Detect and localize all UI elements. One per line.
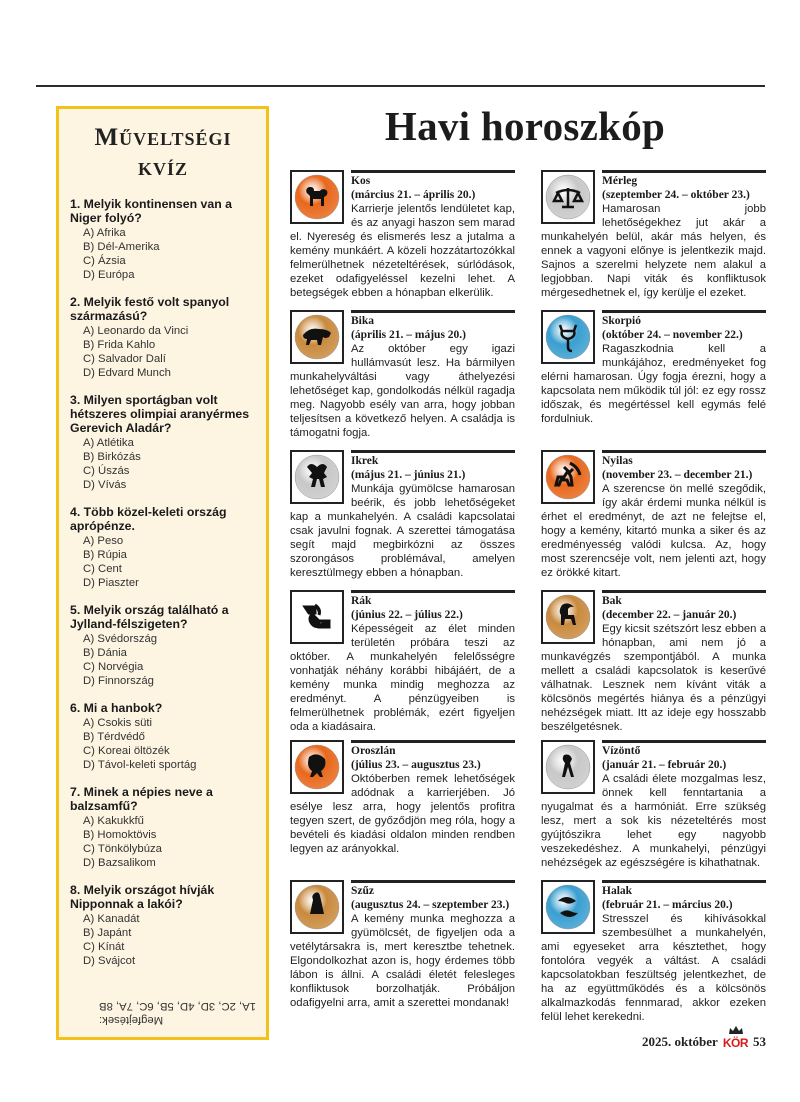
- sign-icon-frame: [541, 310, 595, 364]
- sign-name: Mérleg: [602, 175, 638, 187]
- sign-text: Egy kicsit szétszórt lesz ebben a hónapban, ami nem jó a munkavégzés szempontjából. A munka mellett a családi kapcsolatok is keserűvé válhatnak. Lesznek nem kívánt viták a kölcsönös megértés hiánya és a pénzügyi nehézségek miatt. Itt az ideje egy hosszabb beszélgetésnek.: [541, 623, 766, 733]
- sign-rule: [351, 170, 515, 173]
- sign-rule: [602, 590, 766, 593]
- sign-dates: (augusztus 24. – szeptember 23.): [351, 899, 510, 911]
- capricorn-goat-icon: [544, 593, 592, 641]
- quiz-options: [83, 436, 256, 492]
- sign-name: Halak: [602, 885, 633, 897]
- sign-icon-frame: [290, 880, 344, 934]
- quiz-question: [70, 701, 256, 772]
- quiz-options: [83, 534, 256, 590]
- sign-name: Nyilas: [602, 455, 633, 467]
- horoscope-sign: [290, 880, 515, 1014]
- sign-name: Szűz: [351, 885, 374, 897]
- sign-icon-frame: [541, 170, 595, 224]
- sign-icon-frame: [290, 170, 344, 224]
- sign-rule: [351, 740, 515, 743]
- scorpio-scorpion-icon: [544, 313, 592, 361]
- sign-rule: [351, 310, 515, 313]
- sign-text: A kemény munka meghozza a gyümölcsét, de figyeljen oda a vetélytársakra is, mert keresztbe tehetnek. Elgondolkozhat azon is, hogy érdemes több lábon is állni. A családi életét felesleges konfliktusok borzolhatják. Próbáljon odafigyelni arra, amit a szerettei mondanak!: [290, 913, 515, 1009]
- sign-icon-frame: [541, 740, 595, 794]
- quiz-option: D) Távol-keleti sportág: [83, 759, 197, 771]
- sign-text: Októberben remek lehetőségek adódnak a karrierjében. Jó esélye lesz arra, hogy jelentős profitra tegyen szert, de győződjön meg róla, hogy a bevételi és kiadási oldalon minden rendben legyen az arányokkal.: [290, 773, 515, 855]
- horoscope-sign: [290, 740, 515, 874]
- quiz-title: [70, 123, 256, 183]
- quiz-option: D) Svájcot: [83, 955, 136, 967]
- sign-dates: (március 21. – április 20.): [351, 189, 476, 201]
- top-rule: [36, 85, 765, 87]
- sign-rule: [602, 740, 766, 743]
- quiz-question: [70, 883, 256, 968]
- horoscope-sign: [541, 450, 766, 584]
- quiz-question: [70, 603, 256, 688]
- quiz-options: [83, 324, 256, 380]
- answers-label: Megfejtések:: [99, 1014, 164, 1026]
- sign-name: Oroszlán: [351, 745, 396, 757]
- logo-crown-icon: [728, 1026, 744, 1034]
- sign-icon-frame: [541, 880, 595, 934]
- sign-text: A családi élete mozgalmas lesz, önnek kell fenntartania a nyugalmat és a harmóniát. Erre szükség lesz, mert a sok kis nézeteltérés most gyújtószikra lehet egy nagyobb veszekedéshez. A munkahelyi, pénzügyi nehézségek az egészségére is kihathatnak.: [541, 773, 766, 869]
- quiz-option: D) Európa: [83, 269, 135, 281]
- quiz-option: A) Svédország: [83, 633, 158, 645]
- quiz-question-text: 2. Melyik festő volt spanyol származású?: [70, 295, 230, 323]
- quiz-option: B) Frida Kahlo: [83, 339, 156, 351]
- aquarius-water-bearer-icon: [544, 743, 592, 791]
- quiz-question-list: [70, 197, 256, 981]
- horoscope-sign: [290, 170, 515, 304]
- quiz-title-line1: Műveltségi: [94, 124, 232, 151]
- gemini-twins-icon: [293, 453, 341, 501]
- sign-name: Kos: [351, 175, 371, 187]
- sign-dates: (június 22. – július 22.): [351, 609, 463, 621]
- sign-name: Rák: [351, 595, 372, 607]
- horoscope-sign: [541, 880, 766, 1024]
- page-footer: [642, 1034, 766, 1050]
- taurus-bull-icon: [293, 313, 341, 361]
- sign-text: Hamarosan jobb lehetőségekhez jut akár a munkahelyén belül, akár más helyen, és ennek a vagyoni előnye is jelentkezik majd. Sajnos a szerelmi helyzete nem alakul a legjobban. Napi viták és konfliktusok mérgesedhetnek el, így kerülje el ezeket.: [541, 203, 766, 299]
- horoscope-sign: [290, 590, 515, 734]
- sign-name: Bika: [351, 315, 375, 327]
- quiz-question: [70, 295, 256, 380]
- horoscope-sign: [541, 170, 766, 304]
- horoscope-sign: [290, 310, 515, 444]
- sign-rule: [602, 310, 766, 313]
- quiz-option: B) Homoktövis: [83, 829, 157, 841]
- quiz-question-text: 4. Több közel-keleti ország aprópénze.: [70, 505, 227, 533]
- libra-scales-icon: [544, 173, 592, 221]
- sign-text: Karrierje jelentős lendületet kap, és az anyagi haszon sem marad el. Nyereség és elismerés lesz a jutalma a kemény munkáért. A közeli hozzátartozókkal felmerülhetnek nézeteltérések, súrlódások, ezeket odafigyeléssel kezelni lehet. A betegségek ebben a hónapban elkerülik.: [290, 203, 515, 299]
- horoscope-sign: [290, 450, 515, 584]
- quiz-options: [83, 632, 256, 688]
- quiz-option: C) Salvador Dalí: [83, 353, 166, 365]
- quiz-question-text: 6. Mi a hanbok?: [70, 701, 163, 715]
- sign-rule: [351, 590, 515, 593]
- sign-name: Skorpió: [602, 315, 641, 327]
- quiz-options: [83, 226, 256, 282]
- quiz-option: A) Afrika: [83, 227, 126, 239]
- quiz-option: B) Birkózás: [83, 451, 141, 463]
- sign-dates: (május 21. – június 21.): [351, 469, 466, 481]
- quiz-option: B) Rúpia: [83, 549, 127, 561]
- quiz-box: [56, 106, 269, 1040]
- pisces-fish-icon: [544, 883, 592, 931]
- quiz-option: D) Bazsalikom: [83, 857, 156, 869]
- quiz-option: D) Edvard Munch: [83, 367, 171, 379]
- sign-text: A szerencse ön mellé szegődik, így akár érdemi munka nélkül is érhet el eredményt, de azt ne felejtse el, hogy a kemény, kitartó munka a siker és az eredményesség valódi kulcsa. Az, hogy most szerencséje volt, nem jelenti azt, hogy ez örökké kitart.: [541, 483, 766, 579]
- quiz-question: [70, 197, 256, 282]
- quiz-option: C) Norvégia: [83, 661, 144, 673]
- sign-name: Bak: [602, 595, 622, 607]
- quiz-option: A) Csokis süti: [83, 717, 153, 729]
- quiz-option: B) Dél-Amerika: [83, 241, 160, 253]
- quiz-options: [83, 716, 256, 772]
- quiz-option: C) Úszás: [83, 465, 130, 477]
- sign-text: Képességeit az élet minden területén próbára teszi az október. A munkahelyén felelősségre vonhatják néhány korábbi hibájáért, de a kemény munka mindig meghozza az eredményt. A pénzügyeiben is felmerülhetnek problémák, ezért figyeljen oda a kiadásaira.: [290, 623, 515, 733]
- sign-dates: (február 21. – március 20.): [602, 899, 733, 911]
- quiz-option: C) Koreai öltözék: [83, 745, 170, 757]
- quiz-option: A) Leonardo da Vinci: [83, 325, 189, 337]
- horoscope-sign: [541, 310, 766, 444]
- answers-value: 1A, 2C, 3D, 4D, 5B, 6C, 7A, 8B: [99, 1000, 256, 1012]
- sign-dates: (április 21. – május 20.): [351, 329, 466, 341]
- aries-ram-icon: [293, 173, 341, 221]
- quiz-question-text: 3. Milyen sportágban volt hétszeres olimpiai aranyérmes Gerevich Aladár?: [70, 393, 250, 435]
- sign-icon-frame: [290, 450, 344, 504]
- sign-icon-frame: [290, 740, 344, 794]
- quiz-option: B) Dánia: [83, 647, 127, 659]
- magazine-logo: [723, 1034, 748, 1050]
- horoscope-sign: [541, 740, 766, 874]
- quiz-options: [83, 814, 256, 870]
- quiz-question: [70, 393, 256, 492]
- quiz-option: D) Vívás: [83, 479, 127, 491]
- quiz-option: C) Ázsia: [83, 255, 126, 267]
- sign-dates: (október 24. – november 22.): [602, 329, 743, 341]
- sign-text: Ragaszkodnia kell a munkájához, eredményeket fog elérni hamarosan. Úgy fogja érezni, hogy a kapcsolata nem működik túl jól: ez egy rossz időszak, és megértéssel kell egymás felé fordulniuk.: [541, 343, 766, 425]
- sign-dates: (november 23. – december 21.): [602, 469, 753, 481]
- sign-dates: (december 22. – január 20.): [602, 609, 737, 621]
- quiz-option: C) Cent: [83, 563, 122, 575]
- sign-rule: [602, 170, 766, 173]
- sign-rule: [602, 450, 766, 453]
- quiz-answers: [99, 999, 256, 1027]
- page-title: Havi horoszkóp: [384, 103, 666, 149]
- quiz-option: C) Tönkölybúza: [83, 843, 162, 855]
- issue-date: 2025. október: [641, 1034, 718, 1049]
- sign-text: Stresszel és kihívásokkal szembesülhet a munkahelyén, ami egyeseket arra késztethet, hogy fontolóra vegyék a váltást. A családi kapcsolatokban feszültség jelentkezhet, de ha az együttműködés és a kölcsönös alkalmazkodás fennmarad, akkor ezeken felül lehet kerekedni.: [541, 913, 766, 1023]
- quiz-question-text: 5. Melyik ország található a Jylland-félszigeten?: [70, 603, 229, 631]
- quiz-title-line2: kvíz: [137, 154, 188, 181]
- quiz-option: A) Kanadát: [83, 913, 140, 925]
- quiz-option: C) Kínát: [83, 941, 125, 953]
- sign-name: Vízöntő: [602, 745, 641, 757]
- quiz-option: B) Japánt: [83, 927, 132, 939]
- logo-text: KÖR: [722, 1036, 748, 1050]
- sign-icon-frame: [290, 310, 344, 364]
- quiz-option: A) Peso: [83, 535, 124, 547]
- quiz-option: A) Kakukkfű: [83, 815, 144, 827]
- sign-icon-frame: [541, 450, 595, 504]
- quiz-question-text: 1. Melyik kontinensen van a Niger folyó?: [70, 197, 232, 225]
- quiz-question: [70, 505, 256, 590]
- page-number: 53: [753, 1034, 766, 1049]
- sagittarius-archer-icon: [544, 453, 592, 501]
- horoscope-grid: [290, 170, 770, 1024]
- sign-dates: (szeptember 24. – október 23.): [602, 189, 750, 201]
- sign-rule: [602, 880, 766, 883]
- leo-lion-icon: [293, 743, 341, 791]
- quiz-spacer: [70, 981, 256, 993]
- sign-icon-frame: [541, 590, 595, 644]
- sign-name: Ikrek: [351, 455, 379, 467]
- quiz-question: [70, 785, 256, 870]
- sign-dates: (január 21. – február 20.): [602, 759, 727, 771]
- quiz-option: A) Atlétika: [83, 437, 134, 449]
- quiz-question-text: 7. Minek a népies neve a balzsamfű?: [70, 785, 213, 813]
- quiz-options: [83, 912, 256, 968]
- horoscope-sign: [541, 590, 766, 734]
- quiz-option: D) Piaszter: [83, 577, 139, 589]
- sign-dates: (július 23. – augusztus 23.): [351, 759, 481, 771]
- quiz-option: B) Térdvédő: [83, 731, 145, 743]
- sign-text: Munkája gyümölcse hamarosan beérik, és jobb lehetőségeket kap a munkahelyén. A családi kapcsolatai csak javulni fognak. A szerettei támogatása segít majd megbirkózni az összes szorongásos problémával, amelyen keresztülmegy ebben a hónapban.: [290, 483, 515, 579]
- quiz-option: D) Finnország: [83, 675, 154, 687]
- sign-rule: [351, 880, 515, 883]
- virgo-maiden-icon: [293, 883, 341, 931]
- sign-rule: [351, 450, 515, 453]
- quiz-question-text: 8. Melyik országot hívják Nipponnak a lakói?: [70, 883, 215, 911]
- sign-text: Az október egy igazi hullámvasút lesz. Ha bármilyen munkahelyváltási vagy áthelyezési lehetőséget kap, gondolkodás nélkül ragadja meg. Nagyobb esély van arra, hogy jobban teljesítsen a következő helyen. A családja is támogatni fogja.: [290, 343, 515, 439]
- cancer-crab-icon: [293, 593, 341, 641]
- sign-icon-frame: [290, 590, 344, 644]
